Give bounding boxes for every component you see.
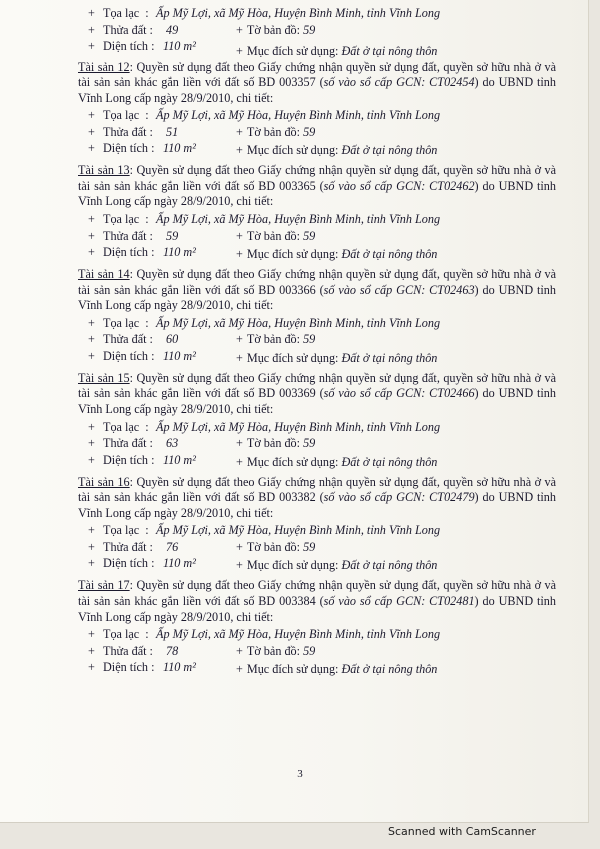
map-sheet: + Tờ bản đồ: 59 — [236, 124, 316, 139]
map-sheet: + Tờ bản đồ: 59 — [236, 539, 316, 554]
asset-tail: ) do UBND tỉnh Vĩnh Long cấp ngày 28/9/2010, chi tiết: — [78, 282, 556, 313]
asset-title: Tài sản 12 — [78, 59, 130, 74]
parcel-value: 60 — [166, 332, 179, 347]
location-row — [78, 108, 556, 125]
area-value: 110 m² — [163, 141, 196, 156]
bullet-plus: + — [88, 452, 95, 467]
location-row — [78, 627, 556, 644]
location-value: Ấp Mỹ Lợi, xã Mỹ Hòa, Huyện Bình Minh, tỉnh Vĩnh Long — [156, 108, 441, 123]
asset-intro: : Quyền sử dụng đất theo Giấy chứng nhận quyền sử dụng đất, quyền sở hữu nhà ở và tài sản sản khác gắn liền với đất số BD 003369 ( — [78, 370, 556, 401]
asset-block — [78, 267, 556, 367]
asset-title: Tài sản 16 — [78, 474, 130, 489]
asset-description — [78, 60, 556, 107]
area-row — [78, 453, 556, 471]
area-label: Diện tích : — [103, 348, 155, 363]
asset-cert-number: số vào sổ cấp GCN: CT02479 — [323, 490, 475, 505]
asset-tail: ) do UBND tỉnh Vĩnh Long cấp ngày 28/9/2010, chi tiết: — [78, 594, 556, 624]
parcel-label: Thửa đất : — [103, 22, 153, 37]
parcel-label: Thửa đất : — [103, 643, 153, 658]
location-label: Tọa lạc : — [103, 6, 149, 20]
location-label: Tọa lạc : — [103, 315, 149, 330]
bullet-plus: + — [88, 315, 95, 330]
location-row — [78, 420, 556, 437]
parcel-row — [78, 229, 556, 246]
location-value: Ấp Mỹ Lợi, xã Mỹ Hòa, Huyện Bình Minh, tỉnh Vĩnh Long — [156, 523, 441, 538]
parcel-value: 59 — [166, 228, 179, 243]
bullet-plus: + — [88, 39, 95, 53]
area-value: 110 m² — [163, 245, 196, 260]
asset-tail: ) do UBND tỉnh Vĩnh Long cấp ngày 28/9/2010, chi tiết: — [78, 386, 556, 417]
area-label: Diện tích : — [103, 39, 155, 53]
location-row — [78, 6, 556, 23]
parcel-label: Thửa đất : — [103, 332, 153, 347]
asset-intro: : Quyền sử dụng đất theo Giấy chứng nhận quyền sử dụng đất, quyền sở hữu nhà ở và tài sản sản khác gắn liền với đất số BD 003357 ( — [78, 59, 556, 90]
asset-cert-number: số vào sổ cấp GCN: CT02481 — [323, 594, 475, 608]
map-sheet: + Tờ bản đồ: 59 — [236, 228, 316, 243]
parcel-row — [78, 644, 556, 661]
parcel-label: Thửa đất : — [103, 228, 153, 243]
area-value: 110 m² — [163, 556, 196, 571]
area-value: 110 m² — [163, 39, 196, 53]
area-label: Diện tích : — [103, 660, 155, 675]
bullet-plus: + — [88, 108, 95, 123]
asset-block — [78, 163, 556, 263]
bullet-plus: + — [88, 212, 95, 227]
purpose: + Mục đích sử dụng: Đất ở tại nông thôn — [236, 44, 438, 58]
asset-description — [78, 267, 556, 314]
asset-cert-number: số vào sổ cấp GCN: CT02462 — [323, 178, 475, 193]
parcel-label: Thửa đất : — [103, 124, 153, 139]
parcel-value: 51 — [166, 124, 179, 139]
area-value: 110 m² — [163, 348, 196, 363]
location-value: Ấp Mỹ Lợi, xã Mỹ Hòa, Huyện Bình Minh, tỉnh Vĩnh Long — [156, 6, 441, 20]
map-sheet: + Tờ bản đồ: 59 — [236, 436, 316, 451]
asset-block — [78, 371, 556, 471]
purpose: + Mục đích sử dụng: Đất ở tại nông thôn — [236, 662, 438, 677]
area-row — [78, 349, 556, 367]
asset-title: Tài sản 14 — [78, 267, 130, 282]
document-body — [78, 6, 556, 678]
margin-stamp-trace — [572, 350, 582, 410]
location-label: Tọa lạc : — [103, 523, 149, 538]
asset-cert-number: số vào sổ cấp GCN: CT02463 — [323, 282, 475, 297]
asset-intro: : Quyền sử dụng đất theo Giấy chứng nhận quyền sử dụng đất, quyền sở hữu nhà ở và tài sản sản khác gắn liền với đất số BD 003365 ( — [78, 163, 556, 193]
location-row — [78, 316, 556, 333]
parcel-label: Thửa đất : — [103, 539, 153, 554]
location-value: Ấp Mỹ Lợi, xã Mỹ Hòa, Huyện Bình Minh, tỉnh Vĩnh Long — [156, 419, 441, 434]
map-sheet: + Tờ bản đồ: 59 — [236, 332, 316, 347]
area-row — [78, 556, 556, 574]
location-row — [78, 523, 556, 540]
purpose: + Mục đích sử dụng: Đất ở tại nông thôn — [236, 350, 438, 365]
location-label: Tọa lạc : — [103, 627, 149, 642]
bullet-plus: + — [88, 436, 95, 451]
asset-cert-number: số vào sổ cấp GCN: CT02466 — [323, 386, 475, 401]
location-value: Ấp Mỹ Lợi, xã Mỹ Hòa, Huyện Bình Minh, tỉnh Vĩnh Long — [156, 212, 441, 227]
parcel-value: 63 — [166, 436, 179, 451]
purpose: + Mục đích sử dụng: Đất ở tại nông thôn — [236, 247, 438, 262]
asset-description — [78, 371, 556, 418]
parcel-value: 49 — [166, 22, 179, 37]
bullet-plus: + — [88, 556, 95, 571]
parcel-row — [78, 125, 556, 142]
map-sheet: + Tờ bản đồ: 59 — [236, 643, 316, 658]
parcel-row — [78, 540, 556, 557]
parcel-value: 76 — [166, 539, 179, 554]
bullet-plus: + — [88, 419, 95, 434]
location-label: Tọa lạc : — [103, 419, 149, 434]
bullet-plus: + — [88, 660, 95, 675]
asset-cert-number: số vào sổ cấp GCN: CT02454 — [323, 75, 475, 90]
asset-description — [78, 578, 556, 625]
area-row — [78, 245, 556, 263]
purpose: + Mục đích sử dụng: Đất ở tại nông thôn — [236, 558, 438, 573]
asset-title: Tài sản 15 — [78, 370, 130, 385]
parcel-row — [78, 436, 556, 453]
area-row — [78, 141, 556, 159]
bullet-plus: + — [88, 523, 95, 538]
bullet-plus: + — [88, 6, 95, 20]
bullet-plus: + — [88, 228, 95, 243]
asset-description — [78, 163, 556, 210]
location-value: Ấp Mỹ Lợi, xã Mỹ Hòa, Huyện Bình Minh, tỉnh Vĩnh Long — [156, 315, 441, 330]
area-value: 110 m² — [163, 660, 196, 675]
purpose: + Mục đích sử dụng: Đất ở tại nông thôn — [236, 143, 438, 158]
asset-tail: ) do UBND tỉnh Vĩnh Long cấp ngày 28/9/2010, chi tiết: — [78, 490, 556, 520]
bullet-plus: + — [88, 539, 95, 554]
asset-block — [78, 475, 556, 575]
asset-block — [78, 578, 556, 678]
scanner-watermark: Scanned with CamScanner — [388, 825, 536, 838]
asset-description — [78, 475, 556, 522]
bullet-plus: + — [88, 245, 95, 260]
bullet-plus: + — [88, 141, 95, 156]
bullet-plus: + — [88, 332, 95, 347]
area-value: 110 m² — [163, 452, 196, 467]
bullet-plus: + — [88, 643, 95, 658]
asset-tail: ) do UBND tỉnh Vĩnh Long cấp ngày 28/9/2010, chi tiết: — [78, 178, 556, 209]
asset-intro: : Quyền sử dụng đất theo Giấy chứng nhận quyền sử dụng đất, quyền sở hữu nhà ở và tài sản sản khác gắn liền với đất số BD 003366 ( — [78, 267, 556, 297]
location-value: Ấp Mỹ Lợi, xã Mỹ Hòa, Huyện Bình Minh, tỉnh Vĩnh Long — [156, 627, 441, 642]
area-label: Diện tích : — [103, 452, 155, 467]
bullet-plus: + — [88, 22, 95, 37]
bullet-plus: + — [88, 124, 95, 139]
parcel-row — [78, 332, 556, 349]
area-label: Diện tích : — [103, 556, 155, 571]
asset-block — [78, 60, 556, 160]
asset-title: Tài sản 13 — [78, 163, 130, 178]
area-row — [78, 39, 556, 56]
asset-intro: : Quyền sử dụng đất theo Giấy chứng nhận quyền sử dụng đất, quyền sở hữu nhà ở và tài sản sản khác gắn liền với đất số BD 003382 ( — [78, 474, 556, 505]
parcel-row — [78, 23, 556, 40]
area-label: Diện tích : — [103, 141, 155, 156]
asset-tail: ) do UBND tỉnh Vĩnh Long cấp ngày 28/9/2010, chi tiết: — [78, 75, 556, 105]
location-row — [78, 212, 556, 229]
parcel-value: 78 — [166, 643, 179, 658]
area-label: Diện tích : — [103, 245, 155, 260]
parcel-label: Thửa đất : — [103, 436, 153, 451]
asset-title: Tài sản 17 — [78, 578, 130, 593]
bullet-plus: + — [88, 348, 95, 363]
bullet-plus: + — [88, 627, 95, 642]
map-sheet: + Tờ bản đồ: 59 — [236, 22, 316, 37]
purpose: + Mục đích sử dụng: Đất ở tại nông thôn — [236, 454, 438, 469]
area-row — [78, 660, 556, 678]
location-label: Tọa lạc : — [103, 108, 149, 123]
page-number: 3 — [297, 768, 303, 780]
asset-intro: : Quyền sử dụng đất theo Giấy chứng nhận quyền sử dụng đất, quyền sở hữu nhà ở và tài sản sản khác gắn liền với đất số BD 003384 ( — [78, 578, 556, 608]
location-label: Tọa lạc : — [103, 212, 149, 227]
